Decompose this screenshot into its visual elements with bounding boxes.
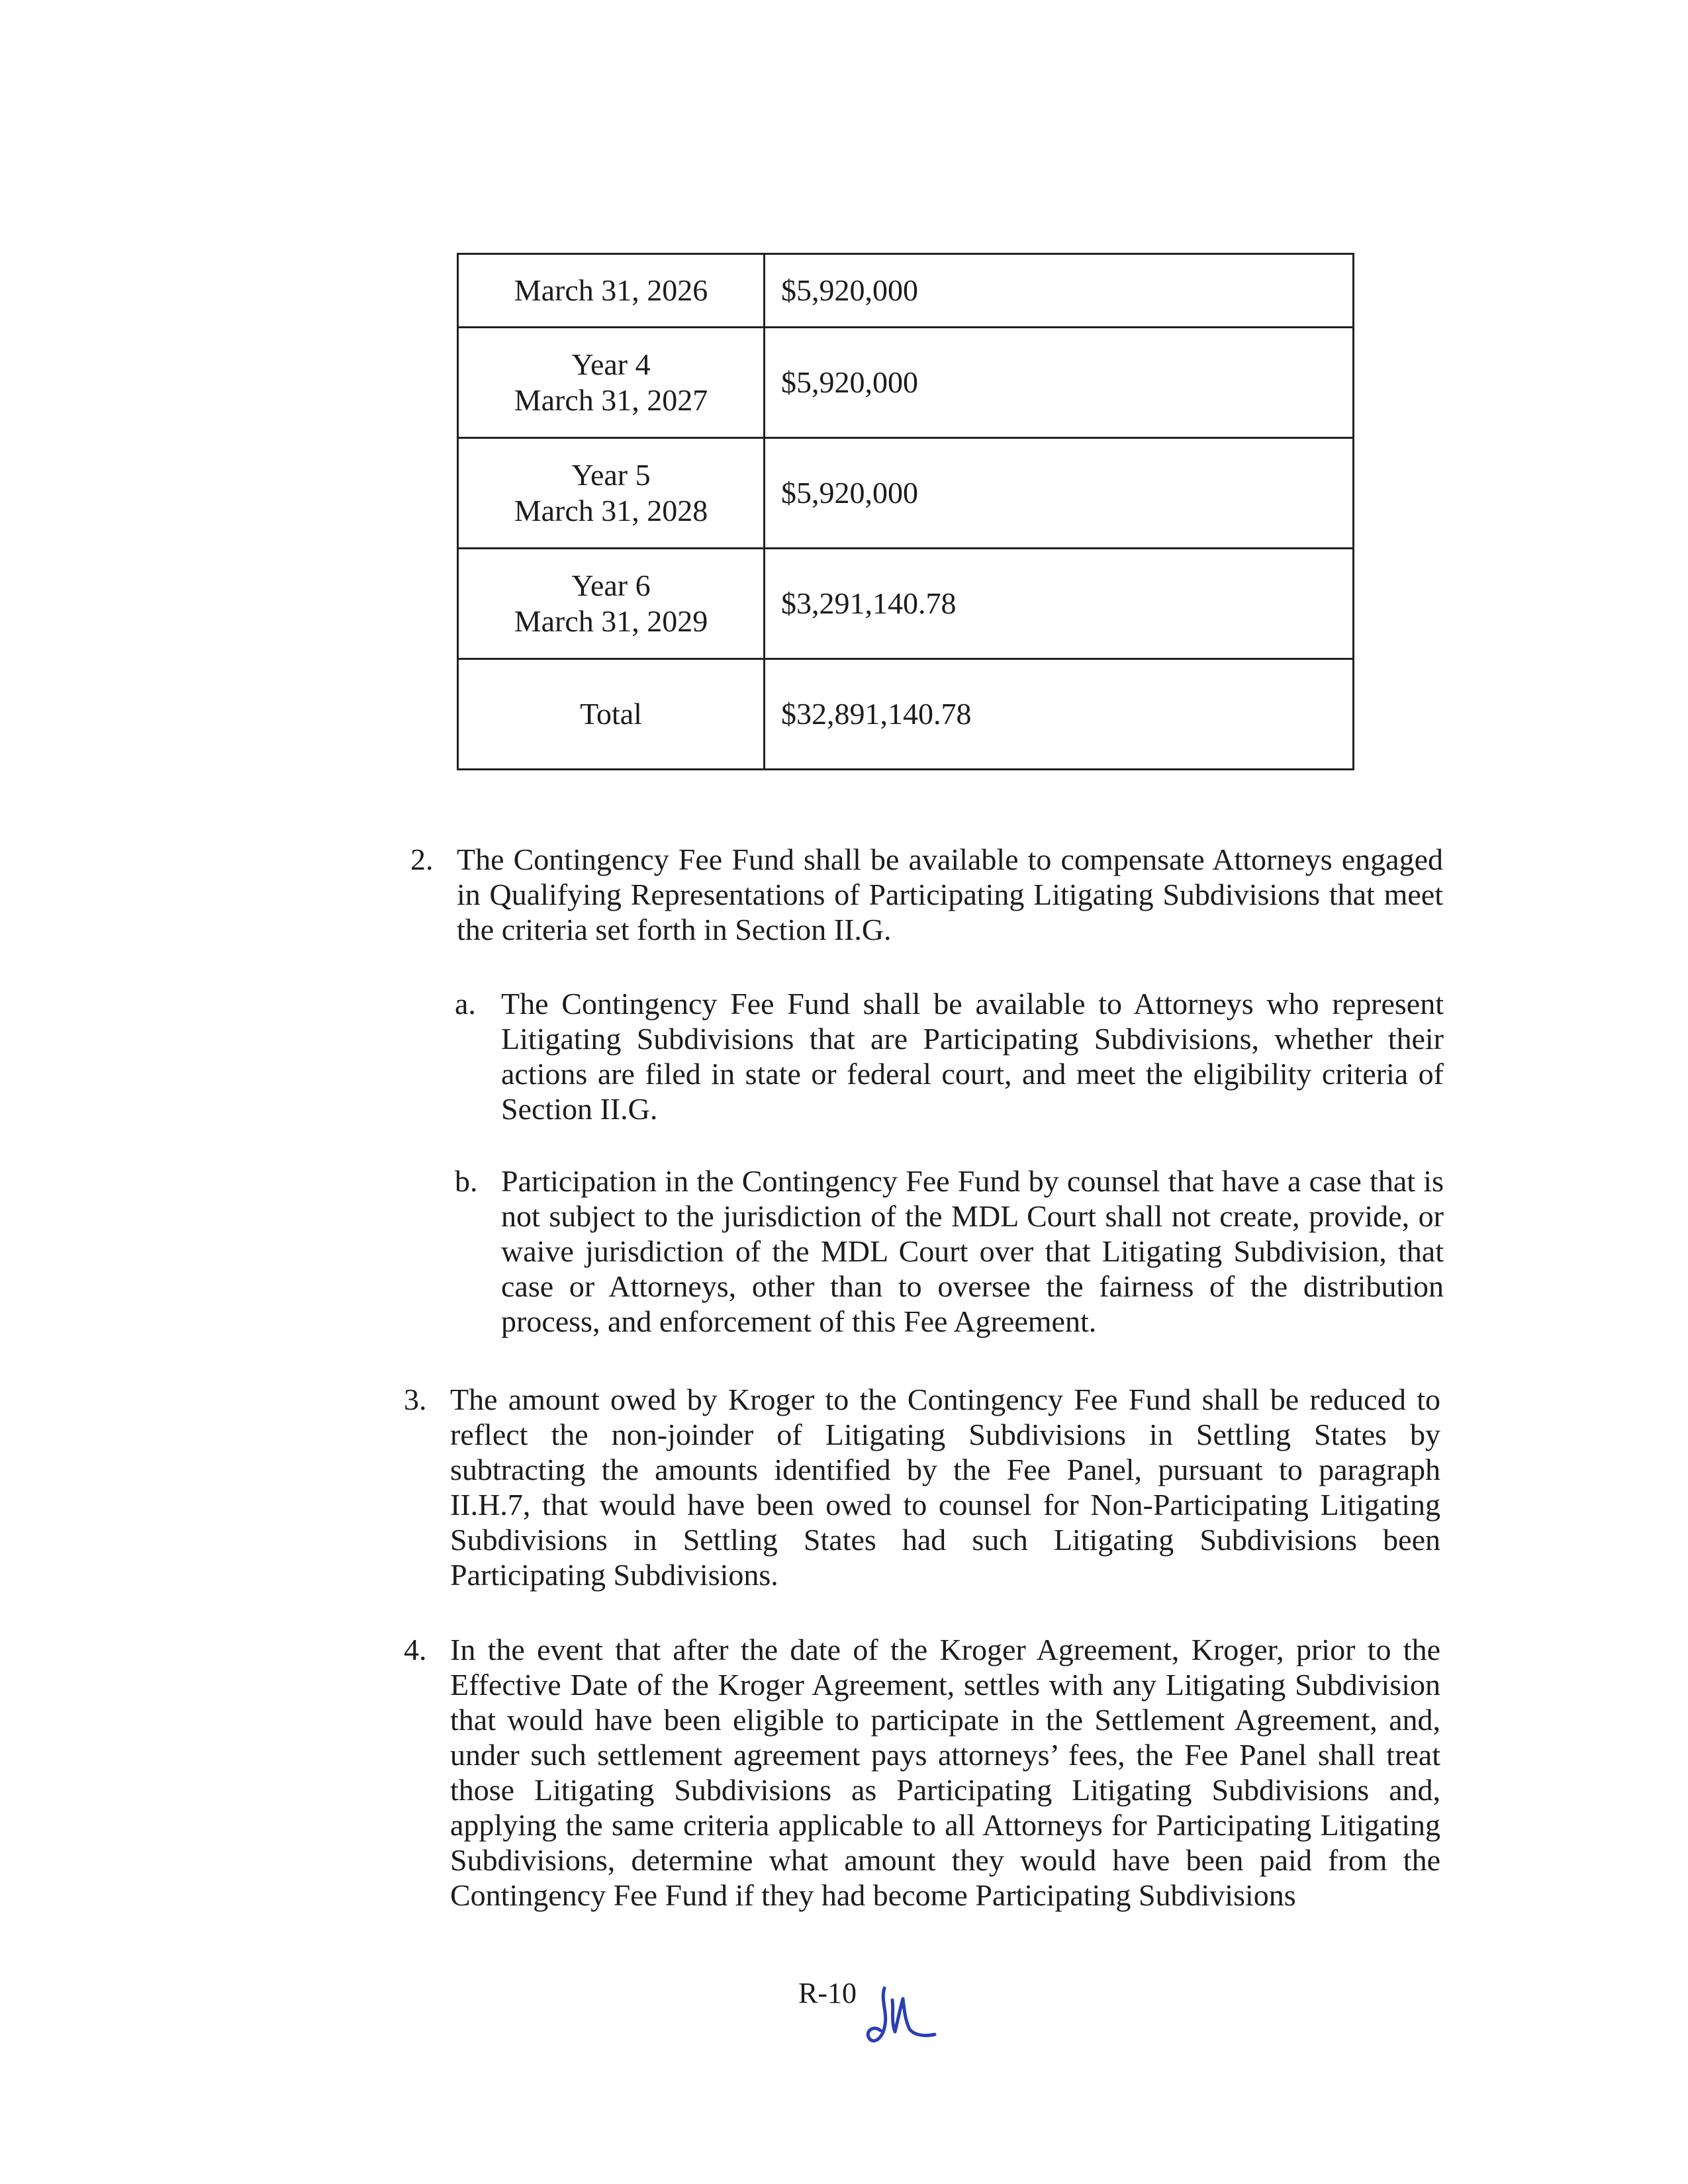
payment-date: March 31, 2027: [514, 383, 708, 417]
payment-date-cell: [458, 549, 765, 659]
paragraph-text: Participation in the Contingency Fee Fund by counsel that have a case that is not subject to the jurisdiction of the MDL Court shall not create, provide, or waive jurisdiction of the MDL Court over that Litigating Subdivision, that case or Attorneys, other than to oversee the fairness of the distribution process, and enforcement of this Fee Agreement.: [501, 1164, 1444, 1338]
payment-year: Year 4: [571, 347, 651, 381]
paragraph-text: The Contingency Fee Fund shall be available to compensate Attorneys engaged in Qualifying Representations of Participating Litigating Subdivisions that meet the criteria set forth in Section II.G.: [457, 842, 1443, 946]
payment-date-cell: [458, 254, 765, 328]
paragraph-number: 3.: [404, 1383, 427, 1416]
total-label: Total: [458, 659, 765, 770]
payment-date-cell: [458, 438, 765, 549]
payment-date: March 31, 2028: [514, 494, 708, 527]
payment-schedule-table: [457, 253, 1354, 770]
paragraph-text: In the event that after the date of the Kroger Agreement, Kroger, prior to the Effective Date of the Kroger Agreement, settles with any Litigating Subdivision that would have been eligible to participate in the Settlement Agreement, and, under such settlement agreement pays attorneys’ fees, the Fee Panel shall treat those Litigating Subdivisions as Participating Litigating Subdivisions and, applying the same criteria applicable to all Attorneys for Participating Litigating Subdivisions, determine what amount they would have been paid from the Contingency Fee Fund if they had become Participating Subdivisions: [450, 1633, 1440, 1912]
paragraph-2b: [455, 1163, 1444, 1339]
paragraph-number: a.: [455, 987, 476, 1021]
paragraph-4: [404, 1632, 1440, 1913]
payment-amount: $3,291,140.78: [765, 549, 1354, 659]
payment-year: Year 6: [571, 569, 651, 602]
payment-date: March 31, 2029: [514, 604, 708, 638]
total-amount: $32,891,140.78: [765, 659, 1354, 770]
payment-amount: $5,920,000: [765, 328, 1354, 438]
paragraph-number: 2.: [410, 842, 434, 876]
table-row: [458, 254, 1354, 328]
paragraph-2: [410, 842, 1443, 947]
paragraph-3: [404, 1382, 1440, 1592]
payment-year: Year 5: [571, 458, 651, 492]
paragraph-text: The Contingency Fee Fund shall be available to Attorneys who represent Litigating Subdivisions that are Participating Subdivisions, whether their actions are filed in state or federal court, and meet the eligibility criteria of Section II.G.: [501, 987, 1444, 1126]
handwritten-initials-icon: [854, 1981, 947, 2061]
page-number: R-10: [798, 1977, 857, 2009]
total-row: [458, 659, 1354, 770]
payment-amount: $5,920,000: [765, 254, 1354, 328]
payment-amount: $5,920,000: [765, 438, 1354, 549]
table-row: [458, 328, 1354, 438]
payment-date: March 31, 2026: [514, 273, 708, 307]
table-row: [458, 438, 1354, 549]
paragraph-number: b.: [455, 1164, 478, 1198]
paragraph-2a: [455, 986, 1444, 1126]
paragraph-number: 4.: [404, 1633, 427, 1666]
table-row: [458, 549, 1354, 659]
payment-date-cell: [458, 328, 765, 438]
paragraph-text: The amount owed by Kroger to the Contingency Fee Fund shall be reduced to reflect the non-joinder of Litigating Subdivisions in Settling States by subtracting the amounts identified by the Fee Panel, pursuant to paragraph II.H.7, that would have been owed to counsel for Non-Participating Litigating Subdivisions in Settling States had such Litigating Subdivisions been Participating Subdivisions.: [450, 1383, 1440, 1592]
